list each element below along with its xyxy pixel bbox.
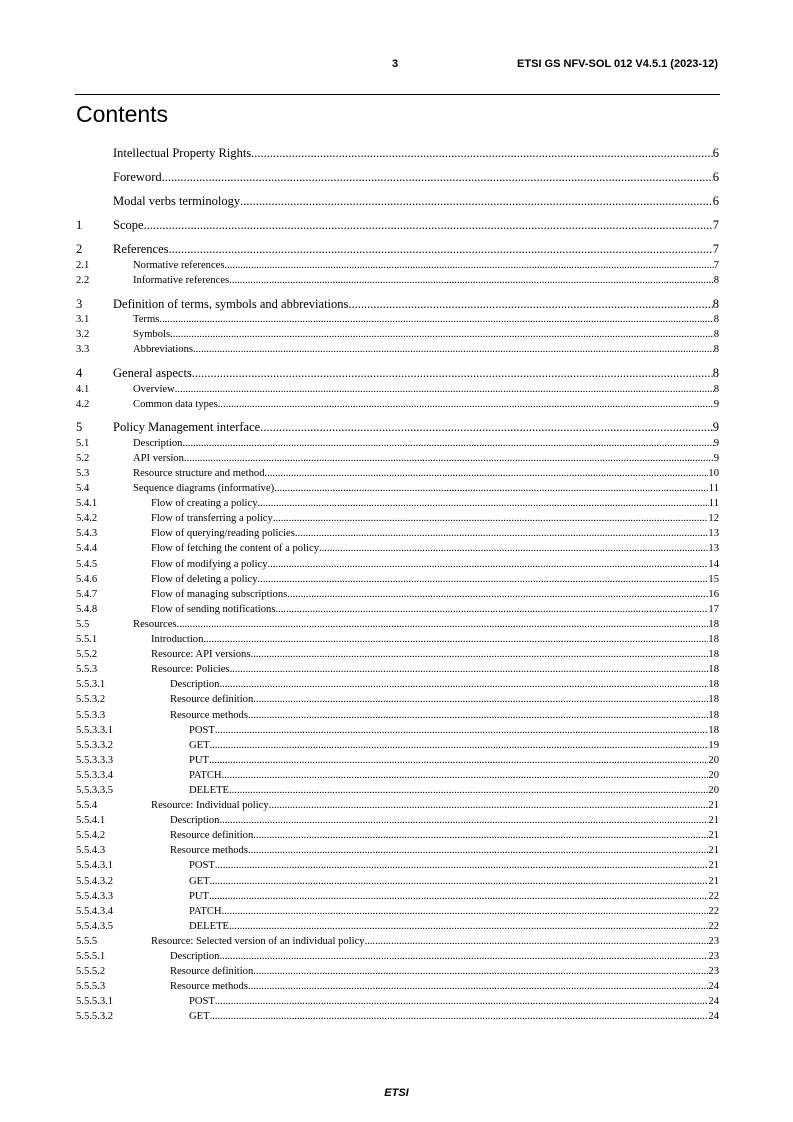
toc-entry-number: 5.4.7 <box>76 588 98 600</box>
toc-entry-title: Terms <box>133 314 160 326</box>
toc-entry-page: 21 <box>708 800 719 812</box>
toc-entry-number: 5.5.3.3.4 <box>76 769 114 781</box>
toc-entry-title: Normative references <box>133 259 225 271</box>
toc-dot-leader <box>253 966 708 977</box>
toc-dot-leader <box>273 513 709 524</box>
toc-entry-number: 5.4.3 <box>76 528 98 540</box>
toc-entry[interactable] <box>76 906 719 921</box>
toc-entry-title: Flow of managing subscriptions <box>151 588 288 600</box>
toc-entry-number: 5.5.4.3.3 <box>76 890 114 902</box>
contents-heading: Contents <box>76 101 169 127</box>
toc-entry-number: 5.5.2 <box>76 649 98 661</box>
toc-entry-title: Flow of transferring a policy <box>151 513 273 525</box>
toc-entry-number: 5.4.4 <box>76 543 98 555</box>
toc-entry-title: Description <box>133 437 183 449</box>
toc-entry-title: References <box>113 242 169 257</box>
toc-entry-number: 5.5.4.3.4 <box>76 905 114 917</box>
toc-entry-page: 6 <box>712 170 719 185</box>
toc-entry[interactable] <box>76 604 719 619</box>
toc-dot-leader <box>295 528 709 539</box>
toc-entry-title: Sequence diagrams (informative) <box>133 483 275 495</box>
toc-entry[interactable] <box>76 770 719 785</box>
toc-dot-leader <box>215 725 709 736</box>
toc-dot-leader <box>210 740 709 751</box>
toc-entry-number: 5.4.1 <box>76 498 98 510</box>
toc-entry-title: Resource: Individual policy <box>151 800 269 812</box>
toc-entry-title: GET <box>189 1011 210 1023</box>
toc-entry[interactable] <box>76 528 719 543</box>
toc-dot-leader <box>269 800 709 811</box>
toc-entry[interactable] <box>76 498 719 513</box>
toc-entry-page: 9 <box>713 437 719 449</box>
toc-entry-page: 13 <box>708 528 719 540</box>
toc-entry-page: 21 <box>708 845 719 857</box>
toc-entry[interactable] <box>76 589 719 604</box>
toc-entry-page: 9 <box>713 398 719 410</box>
toc-dot-leader <box>144 218 713 233</box>
toc-entry-number: 5.5.5.1 <box>76 951 106 962</box>
toc-entry[interactable] <box>76 619 719 634</box>
toc-entry[interactable] <box>76 845 719 860</box>
toc-entry[interactable] <box>76 559 719 574</box>
toc-entry-page: 12 <box>708 513 719 525</box>
toc-dot-leader <box>250 649 708 660</box>
toc-entry[interactable] <box>76 966 719 981</box>
toc-entry-number: 5.4.2 <box>76 513 98 525</box>
toc-entry-title: Scope <box>113 218 144 233</box>
toc-entry[interactable] <box>76 344 719 359</box>
toc-entry-title: Flow of fetching the content of a policy <box>151 543 319 555</box>
toc-entry[interactable] <box>76 815 719 830</box>
toc-entry-title: Flow of deleting a policy <box>151 573 258 585</box>
toc-entry-page: 18 <box>708 649 719 661</box>
toc-entry-page: 9 <box>713 452 719 464</box>
toc-entry-title: Resource: Selected version of an individual policy <box>151 935 365 947</box>
toc-entry[interactable] <box>76 1011 719 1026</box>
toc-entry[interactable] <box>76 314 719 329</box>
toc-entry[interactable] <box>76 366 719 384</box>
toc-entry-page: 21 <box>708 830 719 842</box>
toc-entry-page: 20 <box>708 754 719 766</box>
toc-entry[interactable] <box>76 329 719 344</box>
toc-entry-title: Modal verbs terminology <box>113 194 241 209</box>
toc-entry-title: DELETE <box>189 920 230 932</box>
toc-entry[interactable] <box>76 194 719 212</box>
toc-dot-leader <box>265 468 709 479</box>
toc-dot-leader <box>251 146 713 161</box>
toc-entry-page: 20 <box>708 784 719 796</box>
toc-entry-page: 8 <box>713 383 719 395</box>
toc-entry-title: Flow of modifying a policy <box>151 558 268 570</box>
document-id: ETSI GS NFV-SOL 012 V4.5.1 (2023-12) <box>517 58 718 70</box>
toc-entry[interactable] <box>76 860 719 875</box>
toc-entry-title: GET <box>189 739 210 751</box>
toc-entry-number: 5.5.5.2 <box>76 966 106 978</box>
toc-entry-number: 5.5.5.3.1 <box>76 996 114 1008</box>
toc-entry[interactable] <box>76 649 719 664</box>
toc-entry-page: 24 <box>708 996 719 1008</box>
toc-entry-number: 5.4 <box>76 483 90 495</box>
toc-entry-number: 5.5.4.1 <box>76 815 106 827</box>
toc-entry-title: Common data types <box>133 398 218 410</box>
toc-dot-leader <box>248 981 708 992</box>
toc-entry-title: PUT <box>189 754 210 766</box>
toc-entry[interactable] <box>76 384 719 399</box>
toc-entry-page: 10 <box>708 468 719 479</box>
toc-dot-leader <box>248 710 708 721</box>
toc-entry-title: Resource methods <box>170 845 248 857</box>
toc-entry-page: 11 <box>708 483 719 495</box>
toc-entry-title: POST <box>189 860 215 872</box>
toc-dot-leader <box>222 906 709 917</box>
toc-entry-number: 2 <box>76 242 83 257</box>
toc-dot-leader <box>210 1011 709 1022</box>
toc-entry-number: 3.2 <box>76 329 90 341</box>
toc-dot-leader <box>177 619 709 630</box>
toc-entry[interactable] <box>76 951 719 966</box>
toc-entry-number: 5.5.3.2 <box>76 694 106 706</box>
toc-entry-title: Symbols <box>133 329 171 341</box>
toc-entry[interactable] <box>76 710 719 725</box>
toc-entry-page: 19 <box>708 739 719 751</box>
toc-dot-leader <box>287 589 708 600</box>
toc-entry[interactable] <box>76 170 719 188</box>
toc-entry[interactable] <box>76 468 719 483</box>
toc-entry-title: PATCH <box>189 905 222 917</box>
toc-entry-page: 22 <box>708 890 719 902</box>
toc-entry-page: 21 <box>708 860 719 872</box>
toc-dot-leader <box>175 384 714 395</box>
toc-dot-leader <box>275 604 708 615</box>
toc-entry-number: 5.5.1 <box>76 634 98 646</box>
toc-entry-title: Resource methods <box>170 709 248 721</box>
toc-entry[interactable] <box>76 275 719 290</box>
toc-entry-page: 17 <box>708 603 719 615</box>
toc-entry-page: 21 <box>708 815 719 827</box>
toc-dot-leader <box>193 344 714 355</box>
toc-dot-leader <box>159 314 713 325</box>
toc-entry-page: 18 <box>708 709 719 721</box>
toc-entry-number: 5.5.3.3.1 <box>76 724 114 736</box>
toc-entry-page: 20 <box>708 769 719 781</box>
toc-entry[interactable] <box>76 453 719 468</box>
toc-dot-leader <box>365 936 709 947</box>
toc-entry-page: 15 <box>708 573 719 585</box>
toc-entry-page: 24 <box>708 1011 719 1023</box>
toc-entry-title: Resource methods <box>170 981 248 993</box>
toc-entry-title: Intellectual Property Rights <box>113 146 252 160</box>
toc-entry-page: 8 <box>713 344 719 356</box>
toc-dot-leader <box>319 543 708 554</box>
page-number: 3 <box>392 58 399 70</box>
toc-dot-leader <box>215 860 709 871</box>
toc-dot-leader <box>229 785 708 796</box>
toc-entry-number: 5.5.4.2 <box>76 830 106 842</box>
toc-entry[interactable] <box>76 891 719 906</box>
toc-entry-title: POST <box>189 996 215 1008</box>
toc-dot-leader <box>218 399 714 410</box>
toc-entry[interactable] <box>76 574 719 589</box>
toc-dot-leader <box>258 498 709 509</box>
toc-entry-number: 5.3 <box>76 468 90 479</box>
toc-entry-title: Resource definition <box>170 966 254 978</box>
toc-entry-number: 5.1 <box>76 437 90 449</box>
toc-entry-page: 22 <box>708 920 719 932</box>
toc-dot-leader <box>210 876 709 887</box>
toc-entry-number: 2.1 <box>76 259 90 271</box>
toc-dot-leader <box>182 438 713 449</box>
toc-entry[interactable] <box>76 800 719 815</box>
toc-entry[interactable] <box>76 694 719 709</box>
toc-entry-title: Resource: API versions <box>151 649 251 661</box>
toc-dot-leader <box>222 770 709 781</box>
toc-dot-leader <box>219 679 708 690</box>
toc-entry-page: 6 <box>712 194 719 209</box>
toc-entry-number: 4.2 <box>76 398 90 410</box>
toc-entry-page: 18 <box>708 618 719 630</box>
toc-entry-title: Introduction <box>151 634 204 646</box>
toc-entry-title: Flow of creating a policy <box>151 498 258 510</box>
toc-entry-number: 1 <box>76 218 83 233</box>
toc-entry[interactable] <box>76 420 719 438</box>
toc-entry-number: 5.5.5 <box>76 935 98 947</box>
toc-dot-leader <box>229 921 708 932</box>
toc-entry[interactable] <box>76 981 719 996</box>
toc-entry-page: 8 <box>713 329 719 341</box>
toc-entry-number: 5.5.4 <box>76 800 98 812</box>
toc-entry-title: PATCH <box>189 769 222 781</box>
toc-entry[interactable] <box>76 399 719 414</box>
toc-dot-leader <box>184 453 714 464</box>
toc-entry-number: 5.5.3.3.5 <box>76 784 114 796</box>
toc-entry-number: 5.5.4.3 <box>76 845 106 857</box>
toc-entry-page: 22 <box>708 905 719 917</box>
toc-entry[interactable] <box>76 513 719 528</box>
toc-entry-number: 5.4.6 <box>76 573 98 585</box>
toc-dot-leader <box>348 297 712 312</box>
toc-dot-leader <box>192 366 713 381</box>
toc-entry-page: 18 <box>708 724 719 736</box>
toc-entry-number: 5.4.5 <box>76 558 98 570</box>
toc-dot-leader <box>258 574 709 585</box>
toc-dot-leader <box>240 194 713 209</box>
toc-entry-number: 5.5.5.3.2 <box>76 1011 114 1023</box>
toc-dot-leader <box>230 664 709 675</box>
toc-entry-number: 5.5.5.3 <box>76 981 106 993</box>
toc-dot-leader <box>219 815 708 826</box>
toc-entry-title: POST <box>189 724 215 736</box>
toc-entry-page: 18 <box>708 634 719 646</box>
toc-entry-title: Policy Management interface <box>113 420 261 435</box>
toc-entry-page: 23 <box>708 966 719 978</box>
toc-entry-page: 7 <box>713 259 719 271</box>
toc-entry-title: Resource definition <box>170 830 254 842</box>
toc-entry[interactable] <box>76 755 719 770</box>
toc-entry-title: General aspects <box>113 366 192 381</box>
toc-entry[interactable] <box>76 725 719 740</box>
toc-entry-title: API version <box>133 452 184 464</box>
toc-entry-title: Flow of sending notifications <box>151 603 276 615</box>
toc-entry-title: Abbreviations <box>133 344 194 356</box>
toc-entry[interactable] <box>76 543 719 558</box>
toc-entry-title: Definition of terms, symbols and abbreviations <box>113 296 349 311</box>
toc-entry-number: 3.1 <box>76 314 90 326</box>
toc-dot-leader <box>170 329 714 340</box>
toc-entry[interactable] <box>76 438 719 453</box>
toc-entry-number: 3.3 <box>76 344 90 356</box>
toc-entry-number: 5.5 <box>76 618 90 630</box>
toc-entry-page: 18 <box>708 679 719 691</box>
toc-entry-page: 8 <box>712 296 719 311</box>
toc-entry-number: 2.2 <box>76 274 90 286</box>
toc-entry-number: 5.5.3.3 <box>76 709 106 721</box>
toc-dot-leader <box>203 634 708 645</box>
toc-entry[interactable] <box>76 921 719 936</box>
toc-entry-title: DELETE <box>189 784 230 796</box>
toc-entry-number: 4.1 <box>76 383 90 395</box>
toc-entry-page: 8 <box>713 274 719 286</box>
toc-dot-leader <box>253 694 708 705</box>
toc-entry-number: 5.4.8 <box>76 603 98 615</box>
toc-entry-title: Description <box>170 679 220 691</box>
toc-dot-leader <box>260 420 713 435</box>
toc-entry-page: 13 <box>708 543 719 555</box>
toc-entry[interactable] <box>76 830 719 845</box>
toc-entry[interactable] <box>76 664 719 679</box>
toc-entry[interactable] <box>76 242 719 260</box>
toc-entry-title: GET <box>189 875 210 887</box>
toc-entry[interactable] <box>76 996 719 1011</box>
toc-entry-title: Flow of querying/reading policies <box>151 528 295 540</box>
toc-entry-page: 8 <box>712 366 719 381</box>
toc-dot-leader <box>248 845 708 856</box>
toc-entry-number: 5.2 <box>76 452 90 464</box>
toc-entry-title: Informative references <box>133 274 230 286</box>
toc-entry-page: 7 <box>712 242 719 257</box>
toc-entry-page: 21 <box>708 875 719 887</box>
toc-entry[interactable] <box>76 679 719 694</box>
toc-dot-leader <box>209 755 708 766</box>
toc-dot-leader <box>224 260 713 271</box>
toc-entry-page: 9 <box>712 420 719 435</box>
toc-entry-title: Resources <box>133 618 177 630</box>
toc-entry-page: 23 <box>708 935 719 947</box>
toc-entry[interactable] <box>76 876 719 891</box>
toc-entry-number: 4 <box>76 366 83 381</box>
toc-entry-title: PUT <box>189 890 210 902</box>
toc-entry-number: 5.5.4.3.2 <box>76 875 114 887</box>
toc-entry-page: 8 <box>713 314 719 326</box>
toc-entry-number: 5.5.4.3.1 <box>76 860 114 872</box>
toc-entry[interactable] <box>76 218 719 236</box>
toc-entry-number: 5.5.4.3.5 <box>76 920 114 932</box>
toc-dot-leader <box>268 559 709 570</box>
toc-entry-title: Description <box>170 951 220 962</box>
toc-entry-page: 11 <box>708 498 719 510</box>
toc-entry-number: 5.5.3 <box>76 664 98 676</box>
toc-entry-page: 14 <box>708 558 719 570</box>
toc-entry[interactable] <box>76 483 719 498</box>
toc-entry-title: Overview <box>133 383 175 395</box>
toc-entry[interactable] <box>76 260 719 275</box>
toc-entry-page: 16 <box>708 588 719 600</box>
toc-entry-title: Resource definition <box>170 694 254 706</box>
toc-dot-leader <box>229 275 714 286</box>
footer-etsi: ETSI <box>384 1087 409 1099</box>
toc-dot-leader <box>219 951 708 962</box>
toc-entry-page: 18 <box>708 694 719 706</box>
toc-entry-number: 5 <box>76 420 83 435</box>
toc-dot-leader <box>274 483 709 494</box>
toc-entry-page: 24 <box>708 981 719 993</box>
toc-dot-leader <box>162 170 713 185</box>
toc-entry-title: Foreword <box>113 170 162 185</box>
table-of-contents <box>76 146 719 1026</box>
toc-entry[interactable] <box>76 146 719 164</box>
toc-entry[interactable] <box>76 785 719 800</box>
toc-entry[interactable] <box>76 634 719 649</box>
toc-dot-leader <box>209 891 708 902</box>
toc-entry-title: Resource structure and method <box>133 468 265 479</box>
toc-entry[interactable] <box>76 740 719 755</box>
toc-entry-title: Description <box>170 815 220 827</box>
toc-entry-page: 7 <box>712 218 719 233</box>
toc-dot-leader <box>215 996 709 1007</box>
header-rule <box>75 94 720 95</box>
toc-entry[interactable] <box>76 297 719 315</box>
toc-entry-page: 18 <box>708 664 719 676</box>
toc-entry[interactable] <box>76 936 719 951</box>
toc-entry-number: 3 <box>76 296 83 311</box>
toc-entry-page: 23 <box>708 951 719 962</box>
toc-entry-page: 6 <box>712 146 719 160</box>
toc-entry-number: 5.5.3.3.2 <box>76 739 114 751</box>
toc-dot-leader <box>169 242 713 257</box>
toc-entry-number: 5.5.3.1 <box>76 679 106 691</box>
toc-dot-leader <box>253 830 708 841</box>
toc-entry-title: Resource: Policies <box>151 664 230 676</box>
toc-entry-number: 5.5.3.3.3 <box>76 754 114 766</box>
